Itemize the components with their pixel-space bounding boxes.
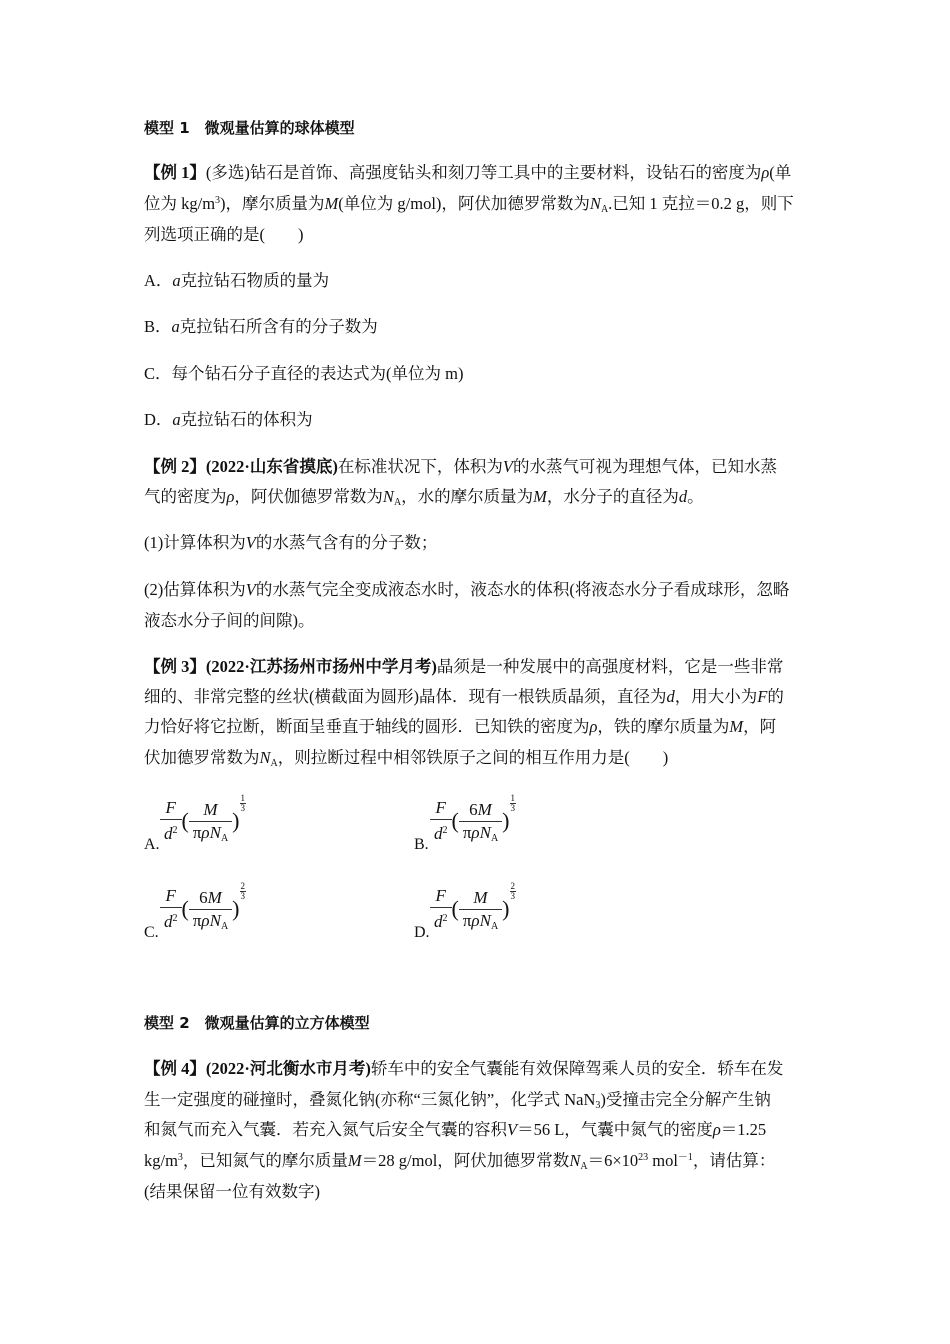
example-2-line-1: 【例 2】(2022·山东省摸底)在标准状况下，体积为V的水蒸气可视为理想气体，已知水蒸 <box>144 457 777 476</box>
example-1-tag: 【例 1】 <box>144 163 206 182</box>
section-heading-model-1: 模型 1 微观量估算的球体模型 <box>144 119 355 137</box>
example-1-line-1: 【例 1】(多选)钻石是首饰、高强度钻头和刻刀等工具中的主要材料，设钻石的密度为ρ(单 <box>144 163 792 182</box>
example-3-option-d-label: D. <box>414 924 430 941</box>
example-3-line-4: 伏加德罗常数为$N_A$，则拉断过程中相邻铁原子之间的相互作用力是( ) <box>144 748 669 769</box>
example-2-question-1: (1)计算体积为V的水蒸气含有的分子数； <box>144 533 438 552</box>
example-3-option-b-label: B. <box>414 836 429 853</box>
example-3-option-a-label: A. <box>144 836 160 853</box>
example-1-option-c: C．每个钻石分子直径的表达式为(单位为 m) <box>144 364 464 383</box>
example-3-source: (2022·江苏扬州市扬州中学月考) <box>205 657 437 676</box>
example-3-tag: 【例 3】 <box>144 657 206 676</box>
example-4-line-1: 【例 4】(2022·河北衡水市月考)轿车中的安全气囊能有效保障驾乘人员的安全．轿车在发 <box>144 1059 784 1078</box>
example-4-tag: 【例 4】 <box>144 1059 206 1078</box>
example-2-source: (2022·山东省摸底) <box>205 457 338 476</box>
example-1-line-3: 列选项正确的是( ) <box>144 225 304 244</box>
section-heading-model-2: 模型 2 微观量估算的立方体模型 <box>144 1014 370 1032</box>
example-2-tag: 【例 2】 <box>144 457 206 476</box>
example-3-line-1: 【例 3】(2022·江苏扬州市扬州中学月考)晶须是一种发展中的高强度材料，它是一些非常 <box>144 657 784 676</box>
example-4-line-4: $kg/m^3$，已知氮气的摩尔质量M＝28 g/mol，阿伏加德罗常数$N_A=6\times 10^{23}$ mol$^{-1}$，请估算： <box>144 1151 776 1172</box>
example-4-source: (2022·河北衡水市月考) <box>205 1059 371 1078</box>
example-2-line-2: 气的密度为ρ，阿伏伽德罗常数为$N_A$，水的摩尔质量为M，水分子的直径为d。 <box>144 487 704 508</box>
example-1-option-b: B．a克拉钻石所含有的分子数为 <box>144 317 378 336</box>
example-1-option-a: A．a克拉钻石物质的量为 <box>144 271 330 290</box>
example-2-question-2: (2)估算体积为V的水蒸气完全变成液态水时，液态水的体积(将液态水分子看成球形，忽略 <box>144 580 790 599</box>
example-3-option-c-formula: $\frac{F}{d^2}$ ( $\frac{6M}{\pi\rho N_A}$ ) $\frac{2}{3}$ <box>160 882 246 933</box>
example-2-question-2-cont: 液态水分子间的间隙)。 <box>144 611 315 630</box>
example-3-option-d-formula: $\frac{F}{d^2}$ ( $\frac{M}{\pi\rho N_A}$ ) $\frac{2}{3}$ <box>430 882 516 933</box>
example-3-option-c-label: C. <box>144 924 159 941</box>
example-3-option-b-formula: $\frac{F}{d^2}$ ( $\frac{6M}{\pi\rho N_A}$ ) $\frac{1}{3}$ <box>430 794 516 845</box>
example-3-option-a-formula: $\frac{F}{d^2}$ ( $\frac{M}{\pi\rho N_A}$ ) $\frac{1}{3}$ <box>160 794 246 845</box>
example-1-option-d: D．a克拉钻石的体积为 <box>144 410 313 429</box>
example-4-line-3: 和氮气而充入气囊．若充入氮气后安全气囊的容积V＝56 L，气囊中氮气的密度ρ＝1.25 <box>144 1120 767 1139</box>
example-1-line-2: 位为 $kg/m^3$)，摩尔质量为M(单位为 g/mol)，阿伏加德罗常数为$N_A$.已知 1 克拉＝0.2 g，则下 <box>144 194 794 215</box>
example-3-line-2: 细的、非常完整的丝状(横截面为圆形)晶体．现有一根铁质晶须，直径为d，用大小为F的 <box>144 687 784 706</box>
example-4-line-5: (结果保留一位有效数字) <box>144 1182 320 1201</box>
example-3-line-3: 力恰好将它拉断，断面呈垂直于轴线的圆形．已知铁的密度为ρ，铁的摩尔质量为M，阿 <box>144 717 777 736</box>
example-4-line-2: 生一定强度的碰撞时，叠氮化钠(亦称“三氮化钠”，化学式 NaN$_3$)受撞击完全分解产生钠 <box>144 1090 771 1111</box>
